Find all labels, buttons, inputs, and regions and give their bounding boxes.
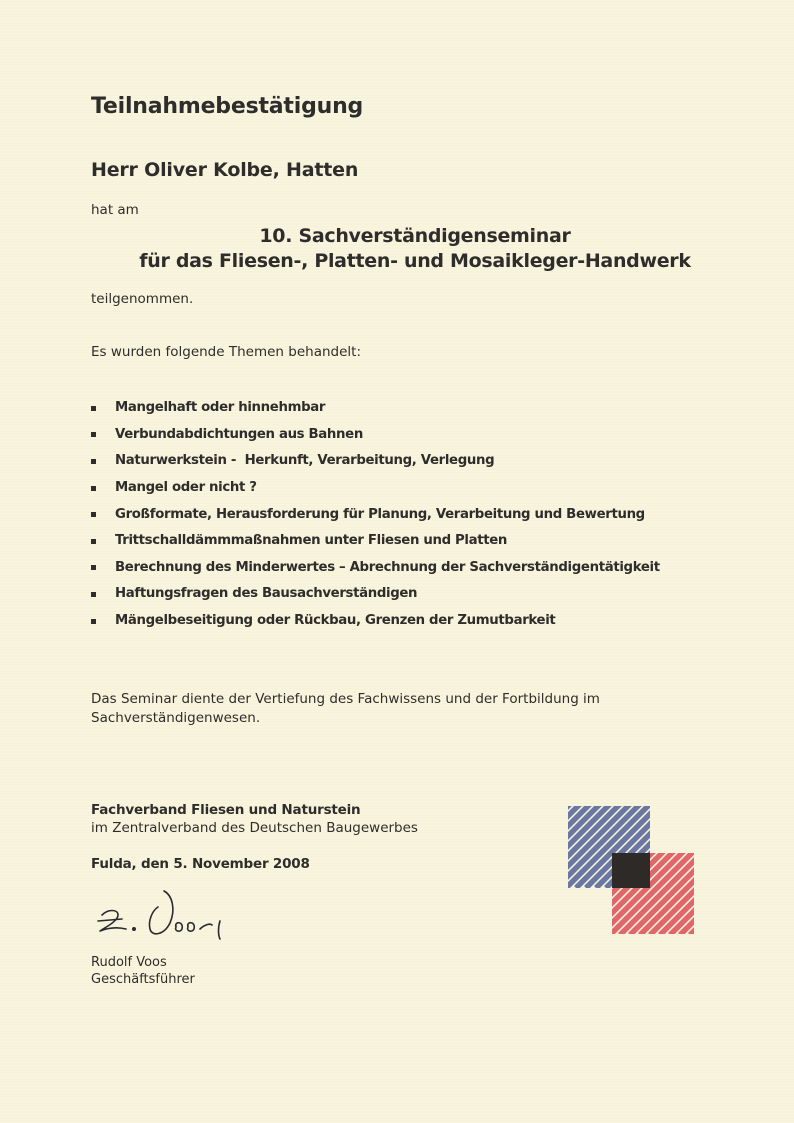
list-item: Mängelbeseitigung oder Rückbau, Grenzen der Zumutbarkeit <box>91 608 660 635</box>
seminar-title-line1: 10. Sachverständigenseminar <box>259 225 571 247</box>
recipient-name: Herr Oliver Kolbe, Hatten <box>91 159 359 181</box>
bullet-icon <box>91 432 96 437</box>
list-item: Großformate, Herausforderung für Planung, Verarbeitung und Bewertung <box>91 501 660 528</box>
bullet-icon <box>91 406 96 411</box>
place-date: Fulda, den 5. November 2008 <box>91 856 310 872</box>
topics-intro: Es wurden folgende Themen behandelt: <box>91 344 361 360</box>
signer-role: Geschäftsführer <box>91 972 195 987</box>
list-item: Naturwerkstein - Herkunft, Verarbeitung, Verlegung <box>91 448 660 475</box>
bullet-icon <box>91 512 96 517</box>
bullet-icon <box>91 565 96 570</box>
list-item: Mangel oder nicht ? <box>91 475 660 502</box>
organization-name: Fachverband Fliesen und Naturstein <box>91 802 361 818</box>
topics-list <box>91 395 660 634</box>
signature-icon <box>92 885 242 945</box>
bullet-icon <box>91 486 96 491</box>
bullet-icon <box>91 619 96 624</box>
closing-paragraph: Das Seminar diente der Vertiefung des Fachwissens und der Fortbildung im Sachverständigenwesen. <box>91 691 600 726</box>
participated-text: teilgenommen. <box>91 291 194 307</box>
list-item: Haftungsfragen des Bausachverständigen <box>91 581 660 608</box>
list-item: Trittschalldämmmaßnahmen unter Fliesen und Platten <box>91 528 660 555</box>
list-item: Berechnung des Minderwertes – Abrechnung der Sachverständigentätigkeit <box>91 555 660 582</box>
association-logo-icon <box>566 804 696 936</box>
organization-subtitle: im Zentralverband des Deutschen Baugewerbes <box>91 820 418 836</box>
bullet-icon <box>91 539 96 544</box>
bullet-icon <box>91 459 96 464</box>
intro-text: hat am <box>91 202 139 218</box>
list-item: Mangelhaft oder hinnehmbar <box>91 395 660 422</box>
bullet-icon <box>91 592 96 597</box>
signer-name: Rudolf Voos <box>91 955 167 970</box>
list-item: Verbundabdichtungen aus Bahnen <box>91 422 660 449</box>
seminar-title-line2: für das Fliesen-, Platten- und Mosaikleger-Handwerk <box>139 250 691 272</box>
seminar-title <box>110 224 720 274</box>
document-title: Teilnahmebestätigung <box>91 94 364 119</box>
